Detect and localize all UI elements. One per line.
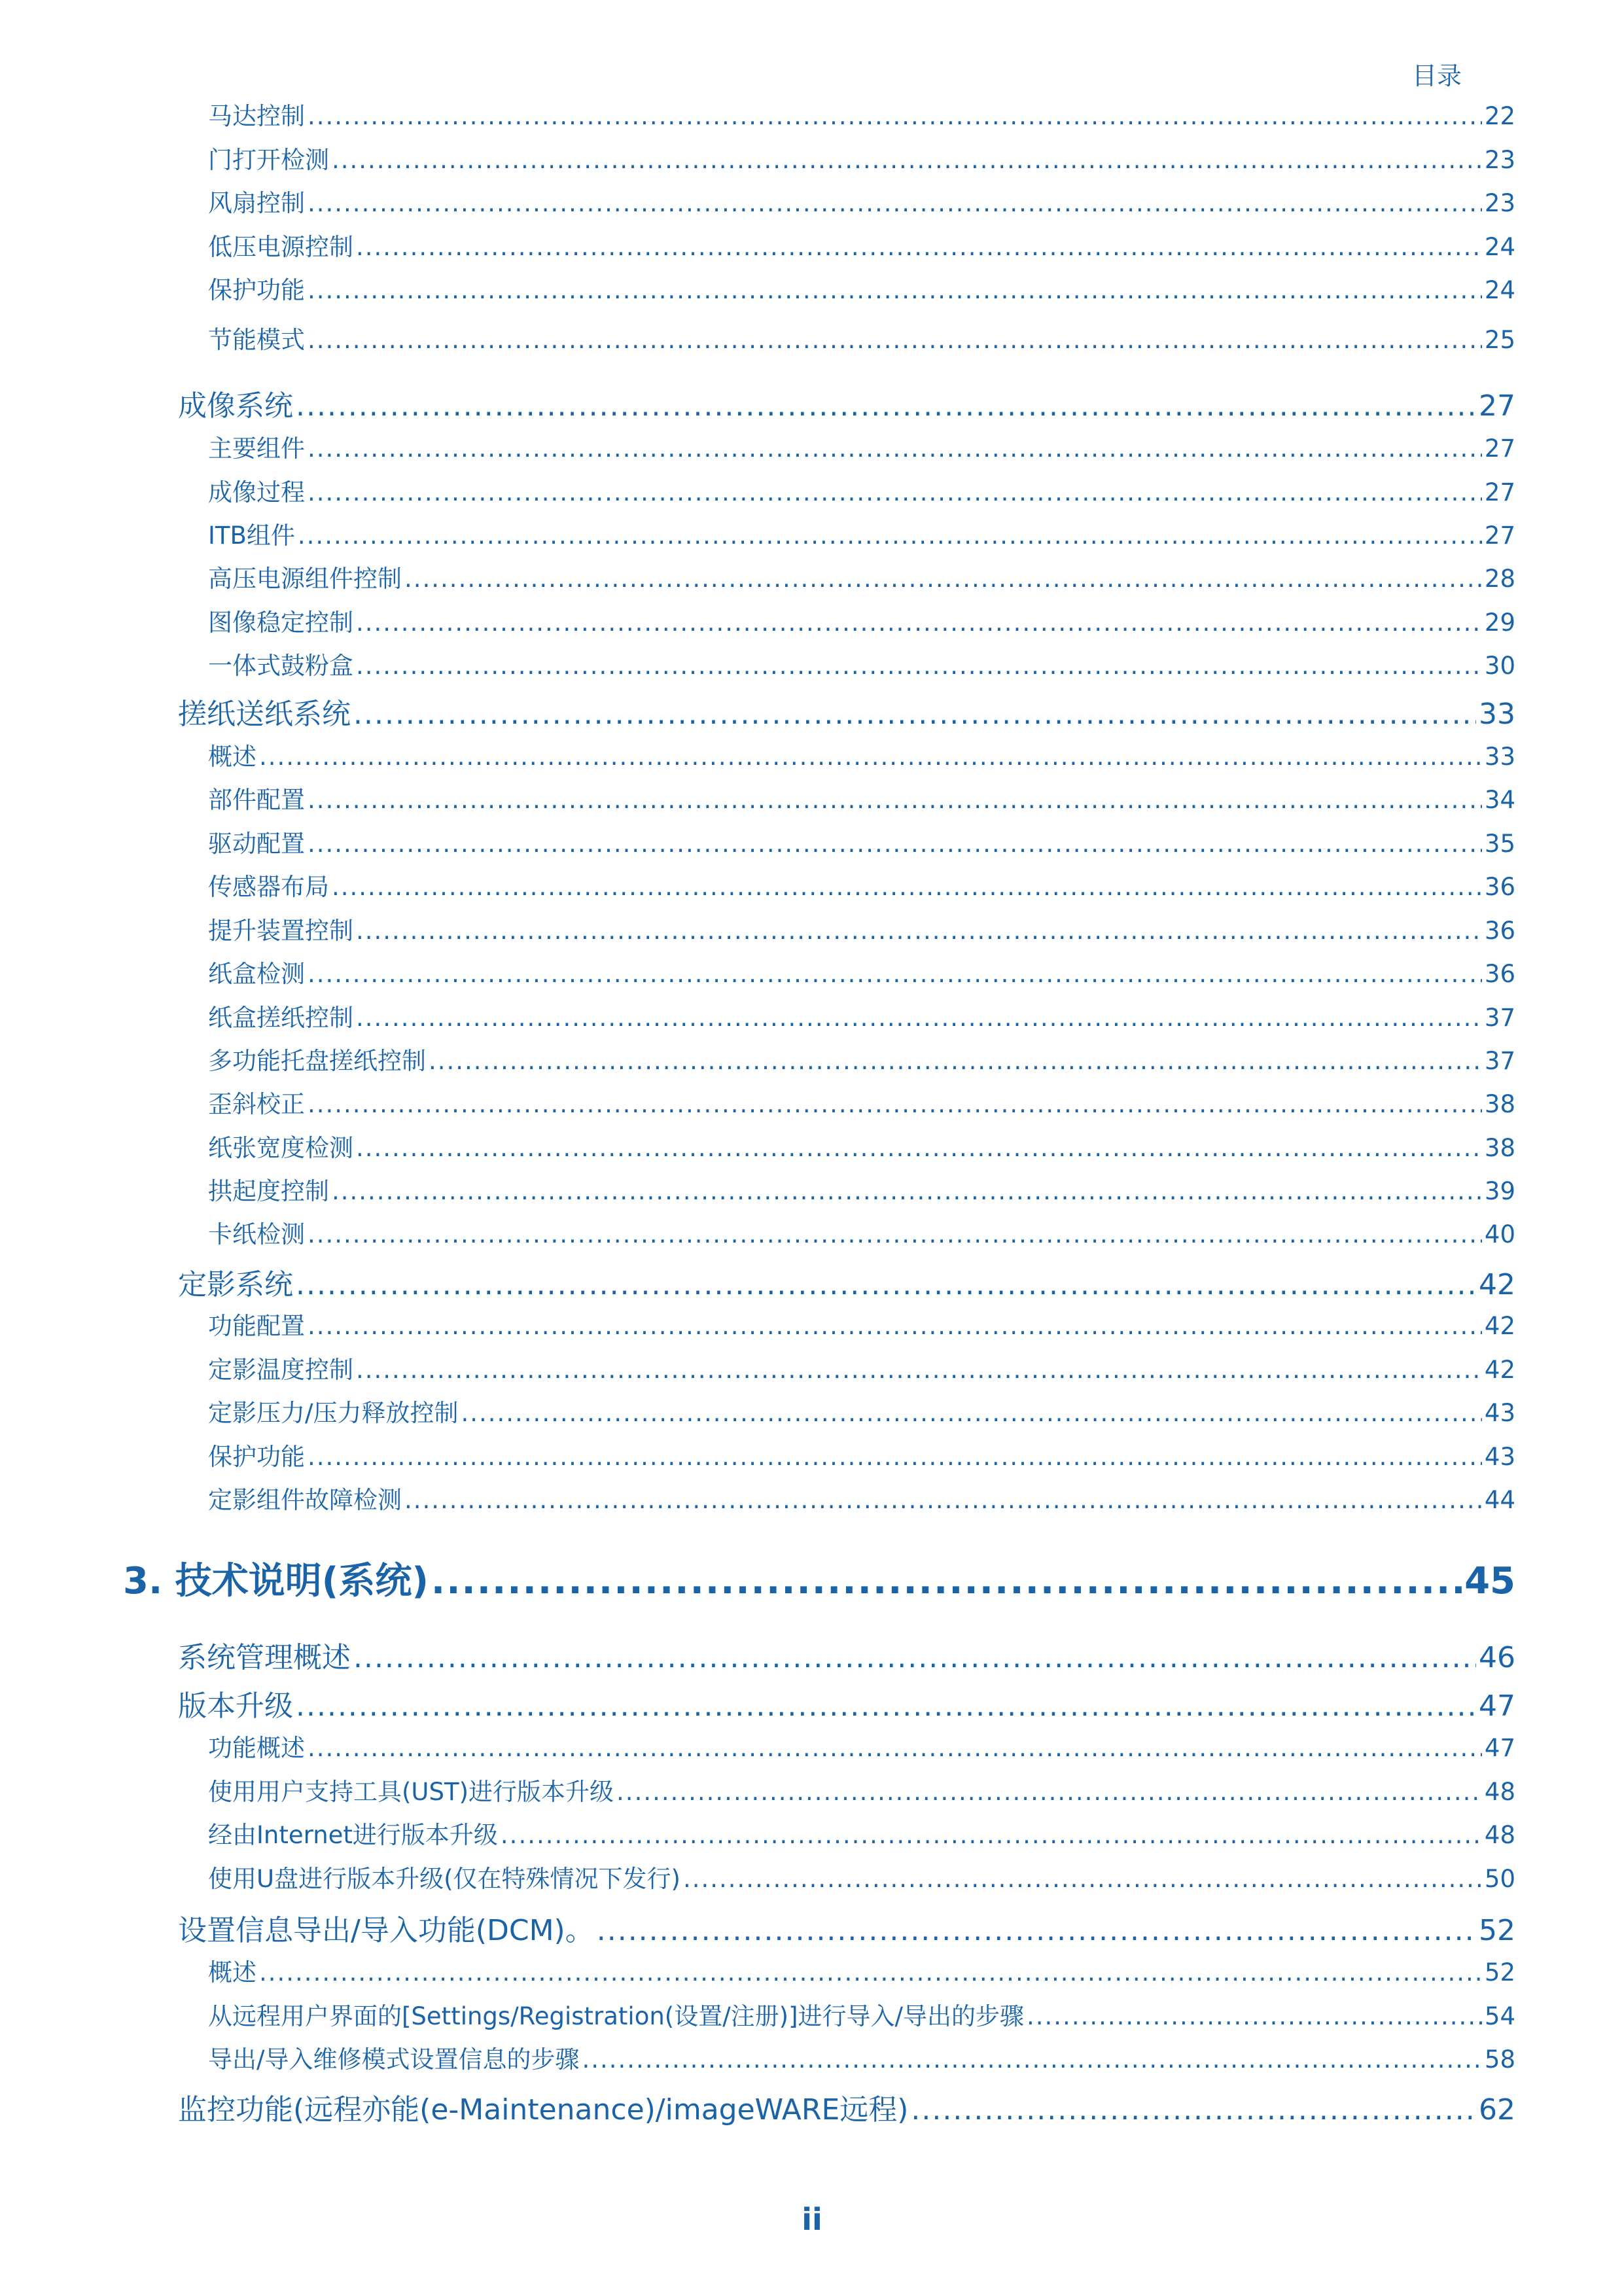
toc-entry-page: 54: [1484, 2002, 1515, 2030]
toc-entry-title: 主要组件: [208, 434, 305, 463]
toc-dot-leader: [259, 1958, 1482, 1988]
toc-entry-page: 38: [1484, 1134, 1515, 1162]
toc-entry[interactable]: [208, 188, 1515, 219]
toc-entry[interactable]: [208, 1133, 1515, 1163]
toc-dot-leader: [431, 1559, 1462, 1604]
toc-entry-page: 42: [1484, 1356, 1515, 1384]
toc-entry-title: 定影系统: [178, 1268, 293, 1301]
toc-dot-leader: [332, 1176, 1482, 1207]
toc-entry[interactable]: [208, 101, 1515, 132]
toc-entry-page: 58: [1484, 2045, 1515, 2074]
toc-dot-leader: [356, 608, 1482, 638]
toc-entry-page: 27: [1484, 478, 1515, 506]
toc-entry-title: 定影温度控制: [208, 1356, 353, 1384]
toc-entry[interactable]: [208, 325, 1515, 355]
toc-entry-title: 成像系统: [178, 389, 293, 423]
toc-entry[interactable]: [208, 1355, 1515, 1385]
toc-entry[interactable]: [208, 742, 1515, 772]
toc-entry-page: 36: [1484, 917, 1515, 945]
toc-entry-title: 图像稳定控制: [208, 609, 353, 637]
toc-entry[interactable]: [208, 608, 1515, 638]
toc-entry[interactable]: [208, 1089, 1515, 1120]
toc-entry-page: 36: [1484, 960, 1515, 988]
toc-entry-page: 52: [1484, 1958, 1515, 1987]
toc-dot-leader: [308, 1311, 1482, 1341]
toc-entry-title: 拱起度控制: [208, 1177, 329, 1205]
toc-entry-title: 从远程用户界面的[Settings/Registration(设置/注册)]进行导入/导出的步骤: [208, 2002, 1025, 2030]
toc-entry-page: 27: [1479, 389, 1515, 423]
toc-entry-title: 马达控制: [208, 102, 305, 130]
toc-dot-leader: [404, 1485, 1482, 1515]
toc-entry[interactable]: [208, 651, 1515, 681]
toc-dot-leader: [308, 1220, 1482, 1250]
toc-entry-page: 48: [1484, 1778, 1515, 1806]
toc-dot-leader: [429, 1046, 1482, 1076]
toc-entry-title: 概述: [208, 1958, 256, 1987]
page-header-title: 目录: [1411, 62, 1462, 90]
toc-entry-page: 24: [1484, 233, 1515, 261]
toc-entry-title: 低压电源控制: [208, 233, 353, 261]
toc-entry-title: 定影压力/压力释放控制: [208, 1399, 459, 1427]
toc-entry-page: 33: [1484, 743, 1515, 771]
toc-entry-page: 24: [1484, 276, 1515, 304]
toc-entry[interactable]: [208, 1820, 1515, 1850]
toc-entry-page: 47: [1479, 1689, 1515, 1723]
toc-dot-leader: [308, 434, 1482, 464]
toc-entry[interactable]: [208, 829, 1515, 859]
toc-entry[interactable]: [178, 1913, 1515, 1949]
toc-entry[interactable]: [178, 1640, 1515, 1676]
toc-entry[interactable]: [208, 1046, 1515, 1076]
toc-entry-page: 48: [1484, 1821, 1515, 1849]
toc-entry[interactable]: [208, 1398, 1515, 1428]
toc-dot-leader: [308, 785, 1482, 815]
toc-dot-leader: [616, 1777, 1482, 1807]
toc-dot-leader: [356, 1003, 1482, 1033]
toc-entry-title: 经由Internet进行版本升级: [208, 1821, 498, 1849]
toc-entry-page: 33: [1479, 698, 1515, 731]
toc-entry-page: 28: [1484, 565, 1515, 593]
toc-entry[interactable]: [208, 1003, 1515, 1033]
toc-entry-title: 传感器布局: [208, 873, 329, 901]
toc-entry[interactable]: [208, 1485, 1515, 1515]
toc-entry-page: 44: [1484, 1486, 1515, 1514]
toc-entry-page: 47: [1484, 1734, 1515, 1762]
toc-entry-title: 驱动配置: [208, 830, 305, 858]
toc-entry-title: 成像过程: [208, 478, 305, 506]
toc-entry-title: 版本升级: [178, 1689, 293, 1723]
toc-entry-page: 37: [1484, 1004, 1515, 1032]
toc-entry-page: 27: [1484, 434, 1515, 463]
toc-entry[interactable]: [208, 1442, 1515, 1472]
toc-entry[interactable]: [208, 1220, 1515, 1250]
toc-entry-title: 多功能托盘搓纸控制: [208, 1047, 426, 1075]
toc-dot-leader: [911, 2092, 1476, 2128]
toc-entry-title: 使用U盘进行版本升级(仅在特殊情况下发行): [208, 1865, 680, 1893]
toc-entry-title: 部件配置: [208, 786, 305, 814]
toc-dot-leader: [356, 1133, 1482, 1163]
toc-entry[interactable]: [208, 872, 1515, 902]
toc-entry-page: 43: [1484, 1443, 1515, 1471]
toc-entry[interactable]: [208, 1176, 1515, 1207]
toc-entry-page: 38: [1484, 1090, 1515, 1118]
toc-entry-title: 概述: [208, 743, 256, 771]
toc-entry-page: 23: [1484, 189, 1515, 217]
toc-entry-title: 导出/导入维修模式设置信息的步骤: [208, 2045, 580, 2074]
toc-entry[interactable]: [208, 1958, 1515, 1988]
toc-entry-title: 风扇控制: [208, 189, 305, 217]
toc-dot-leader: [308, 325, 1482, 355]
toc-entry-page: 30: [1484, 652, 1515, 680]
toc-entry-title: 卡纸检测: [208, 1220, 305, 1248]
toc-entry-page: 50: [1484, 1865, 1515, 1893]
toc-entry-page: 46: [1479, 1641, 1515, 1674]
toc-entry-page: 37: [1484, 1047, 1515, 1075]
toc-entry-title: 纸盒检测: [208, 960, 305, 988]
toc-entry[interactable]: [178, 696, 1515, 733]
toc-dot-leader: [296, 1267, 1476, 1303]
toc-entry[interactable]: [178, 2092, 1515, 2128]
toc-dot-leader: [356, 651, 1482, 681]
toc-entry[interactable]: [208, 1733, 1515, 1763]
toc-dot-leader: [308, 275, 1482, 306]
toc-entry[interactable]: [178, 1267, 1515, 1303]
toc-entry[interactable]: [208, 521, 1515, 551]
toc-entry-title: 使用用户支持工具(UST)进行版本升级: [208, 1778, 614, 1806]
toc-entry-title: 歪斜校正: [208, 1090, 305, 1118]
toc-entry[interactable]: [208, 959, 1515, 989]
toc-dot-leader: [308, 188, 1482, 219]
toc-entry-page: 43: [1484, 1399, 1515, 1427]
toc-dot-leader: [353, 1640, 1476, 1676]
toc-dot-leader: [404, 564, 1482, 594]
toc-entry[interactable]: [208, 275, 1515, 306]
toc-entry-page: 62: [1479, 2093, 1515, 2127]
toc-entry-page: 45: [1464, 1560, 1515, 1602]
toc-dot-leader: [308, 1733, 1482, 1763]
toc-entry[interactable]: [208, 1311, 1515, 1341]
toc-entry-title: 保护功能: [208, 1443, 305, 1471]
toc-dot-leader: [597, 1913, 1476, 1949]
toc-entry-page: 25: [1484, 326, 1515, 354]
toc-entry-title: 系统管理概述: [178, 1641, 351, 1674]
toc-entry-title: 一体式鼓粉盒: [208, 652, 353, 680]
toc-entry[interactable]: [178, 388, 1515, 425]
toc-dot-leader: [582, 2045, 1481, 2075]
toc-dot-leader: [296, 388, 1476, 425]
toc-entry[interactable]: [178, 1688, 1515, 1725]
toc-dot-leader: [356, 1355, 1482, 1385]
toc-dot-leader: [332, 145, 1482, 175]
toc-entry[interactable]: [208, 478, 1515, 508]
toc-entry-title: 门打开检测: [208, 146, 329, 174]
toc-entry[interactable]: [208, 2002, 1515, 2032]
toc-dot-leader: [308, 478, 1482, 508]
toc-entry-page: 34: [1484, 786, 1515, 814]
toc-entry[interactable]: [208, 434, 1515, 464]
toc-entry-title: 纸张宽度检测: [208, 1134, 353, 1162]
toc-dot-leader: [308, 959, 1482, 989]
toc-entry-page: 52: [1479, 1914, 1515, 1947]
toc-entry-page: 42: [1479, 1268, 1515, 1301]
toc-entry-page: 35: [1484, 830, 1515, 858]
toc-dot-leader: [308, 1442, 1482, 1472]
toc-entry-title: 定影组件故障检测: [208, 1486, 402, 1514]
toc-entry-title: 保护功能: [208, 276, 305, 304]
toc-dot-leader: [332, 872, 1482, 902]
toc-entry-title: 监控功能(远程亦能(e-Maintenance)/imageWARE远程): [178, 2093, 909, 2127]
toc-dot-leader: [683, 1864, 1482, 1894]
toc-entry-title: 搓纸送纸系统: [178, 698, 351, 731]
toc-entry-title: 功能配置: [208, 1312, 305, 1340]
toc-dot-leader: [1027, 2002, 1482, 2032]
toc-dot-leader: [356, 916, 1482, 946]
toc-entry-page: 39: [1484, 1177, 1515, 1205]
toc-entry[interactable]: [208, 785, 1515, 815]
toc-entry-title: 高压电源组件控制: [208, 565, 402, 593]
toc-entry[interactable]: [208, 145, 1515, 175]
toc-entry-page: 23: [1484, 146, 1515, 174]
toc-entry-page: 22: [1484, 102, 1515, 130]
toc-entry-title: 功能概述: [208, 1734, 305, 1762]
toc-entry[interactable]: [208, 1864, 1515, 1894]
toc-entry-page: 40: [1484, 1220, 1515, 1248]
toc-entry[interactable]: [208, 916, 1515, 946]
toc-dot-leader: [501, 1820, 1482, 1850]
toc-entry-title: 3. 技术说明(系统): [123, 1560, 429, 1602]
toc-entry-page: 36: [1484, 873, 1515, 901]
toc-dot-leader: [308, 1089, 1482, 1120]
toc-entry-title: 设置信息导出/导入功能(DCM)。: [178, 1914, 594, 1947]
toc-dot-leader: [308, 829, 1482, 859]
page-number: ii: [802, 2202, 822, 2237]
toc-dot-leader: [259, 742, 1482, 772]
toc-entry-page: 27: [1484, 521, 1515, 550]
toc-entry-title: 纸盒搓纸控制: [208, 1004, 353, 1032]
toc-dot-leader: [353, 696, 1476, 733]
toc-entry-title: ITB组件: [208, 521, 295, 550]
toc-dot-leader: [298, 521, 1482, 551]
toc-entry-title: 节能模式: [208, 326, 305, 354]
toc-dot-leader: [356, 232, 1482, 262]
toc-entry-page: 29: [1484, 609, 1515, 637]
toc-entry[interactable]: [208, 232, 1515, 262]
toc-dot-leader: [308, 101, 1482, 132]
toc-entry[interactable]: [208, 2045, 1515, 2075]
toc-entry[interactable]: [208, 1777, 1515, 1807]
toc-dot-leader: [296, 1688, 1476, 1725]
toc-entry-page: 42: [1484, 1312, 1515, 1340]
toc-entry[interactable]: [208, 564, 1515, 594]
toc-entry-title: 提升装置控制: [208, 917, 353, 945]
toc-dot-leader: [461, 1398, 1481, 1428]
toc-entry[interactable]: [123, 1559, 1515, 1604]
